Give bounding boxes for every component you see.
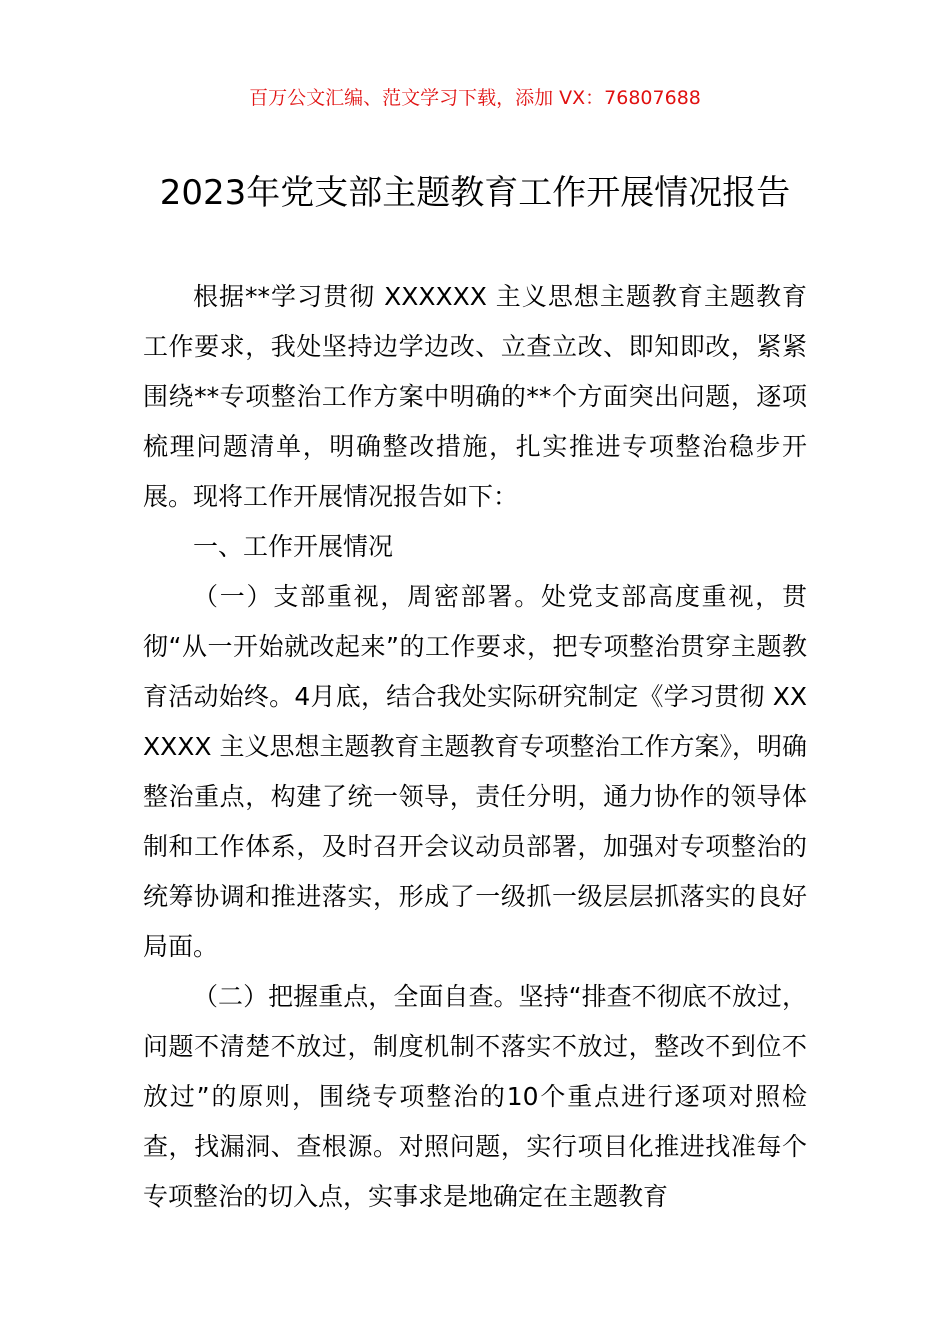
paragraph-intro: 根据**学习贯彻 XXXXXX 主义思想主题教育主题教育工作要求，我处坚持边学边改、立查立改、即知即改，紧紧围绕**专项整治工作方案中明确的**个方面突出问题，逐项梳理问题清单，明确整改措施，扎实推进专项整治稳步开展。现将工作开展情况报告如下：: [143, 282, 807, 511]
document-body: [143, 272, 807, 1222]
document-title: 2023年党支部主题教育工作开展情况报告: [159, 173, 791, 213]
paragraph-section-1-2: （二）把握重点，全面自查。坚持“排查不彻底不放过，问题不清楚不放过，制度机制不落实不放过，整改不到位不放过”的原则，围绕专项整治的10个重点进行逐项对照检查，找漏洞、查根源。对照问题，实行项目化推进找准每个专项整治的切入点，实事求是地确定在主题教育: [143, 982, 807, 1211]
watermark-banner: 百万公文汇编、范文学习下载，添加 VX：76807688: [249, 87, 701, 109]
section-heading-1: 一、工作开展情况: [193, 532, 394, 561]
paragraph-section-1-1: （一）支部重视，周密部署。处党支部高度重视，贯彻“从一开始就改起来”的工作要求，把专项整治贯穿主题教育活动始终。4月底，结合我处实际研究制定《学习贯彻 XXXXXX 主义思想主题教育主题教育专项整治工作方案》，明确整治重点，构建了统一领导，责任分明，通力协作的领导体制和工作体系，及时召开会议动员部署，加强对专项整治的统筹协调和推进落实，形成了一级抓一级层层抓落实的良好局面。: [143, 582, 807, 961]
